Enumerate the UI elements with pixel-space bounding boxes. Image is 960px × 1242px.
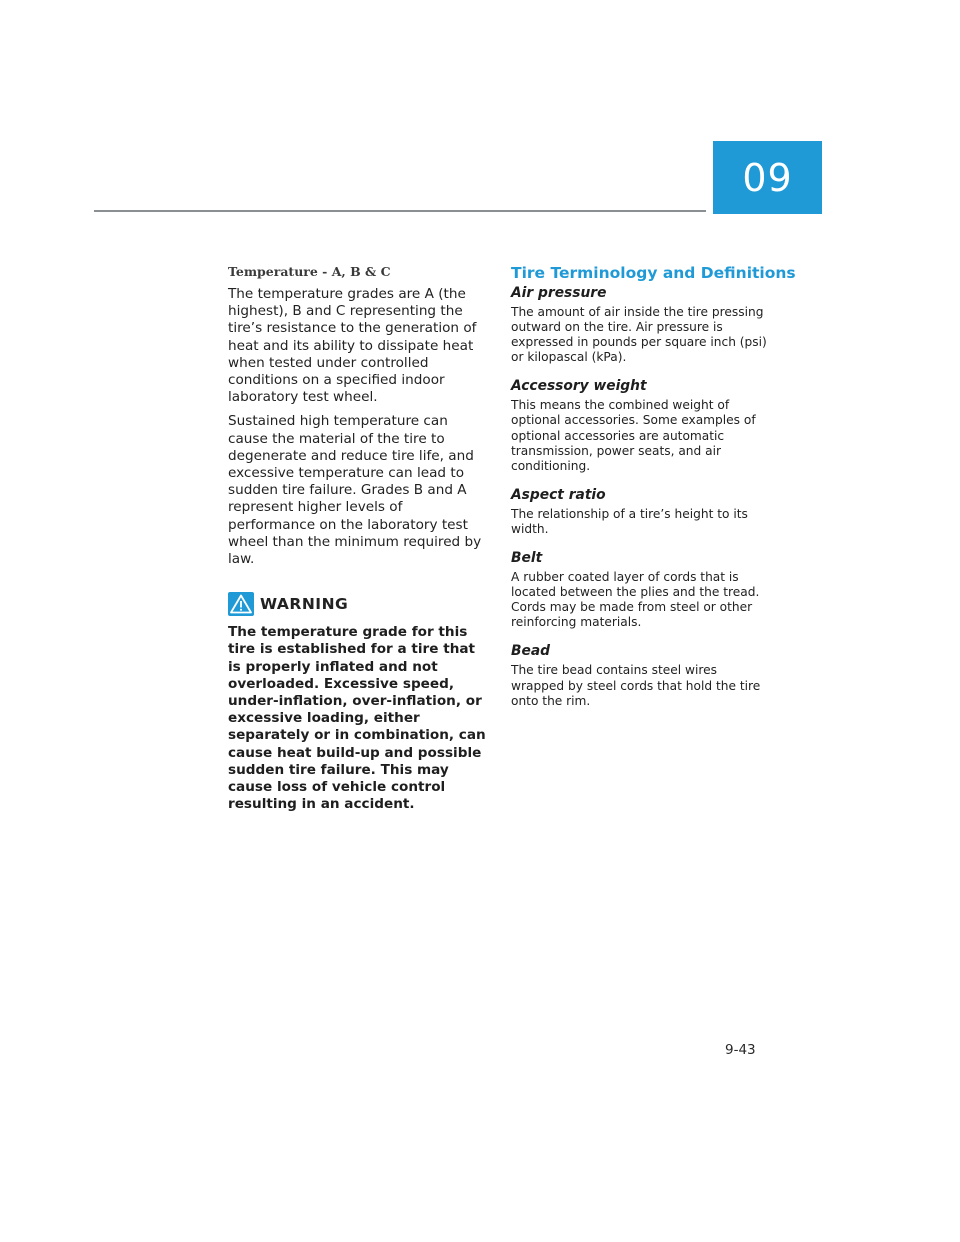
temperature-paragraph: Sustained high temperature can cause the material of the tire to degenerate and reduce tire life, and excessive temperature can lead to sudden tire failure. Grades B and A represent higher levels of performance on the laboratory test wheel than the minimum required by law. <box>228 413 482 568</box>
warning-triangle-icon <box>228 592 254 616</box>
warning-text: The temperature grade for this tire is established for a tire that is properly inflated and not overloaded. Excessive speed, under-inflation, over-inflation, or excessive loading, either separately or in combination, can cause heat build-up and possible sudden tire failure. This may cause loss of vehicle control resulting in an accident. <box>228 624 486 813</box>
term-title: Aspect ratio <box>511 486 606 503</box>
term-definition: The tire bead contains steel wires wrapped by steel cords that hold the tire onto the rim. <box>511 663 761 708</box>
chapter-number: 09 <box>742 155 793 200</box>
term-definition: This means the combined weight of optional accessories. Some examples of optional accessories are automatic transmission, power seats, and air conditioning. <box>511 398 756 473</box>
warning-header <box>228 592 486 616</box>
left-column <box>228 264 486 813</box>
term-title: Air pressure <box>511 285 607 301</box>
term-title: Accessory weight <box>511 378 647 395</box>
chapter-tab <box>713 141 822 214</box>
term-title: Belt <box>511 550 543 567</box>
warning-title: WARNING <box>260 595 349 614</box>
term-definition: The amount of air inside the tire pressing outward on the tire. Air pressure is expressed in pounds per square inch (psi) or kilopascal (kPa). <box>511 305 767 365</box>
term-definition: A rubber coated layer of cords that is located between the plies and the tread. Cords may be made from steel or other reinforcing materials. <box>511 570 760 630</box>
temperature-heading: Temperature - A, B & C <box>228 264 391 279</box>
page-number: 9-43 <box>725 1042 756 1058</box>
term-definition: The relationship of a tire’s height to its width. <box>511 506 748 536</box>
section-title: Tire Terminology and Definitions <box>511 264 796 282</box>
header-divider <box>94 210 706 212</box>
right-column <box>511 264 796 722</box>
term-title: Bead <box>511 643 551 660</box>
temperature-paragraph: The temperature grades are A (the highest), B and C representing the tire’s resistance to the generation of heat and its ability to dissipate heat when tested under controlled conditions on a specified indoor laboratory test wheel. <box>228 286 477 406</box>
